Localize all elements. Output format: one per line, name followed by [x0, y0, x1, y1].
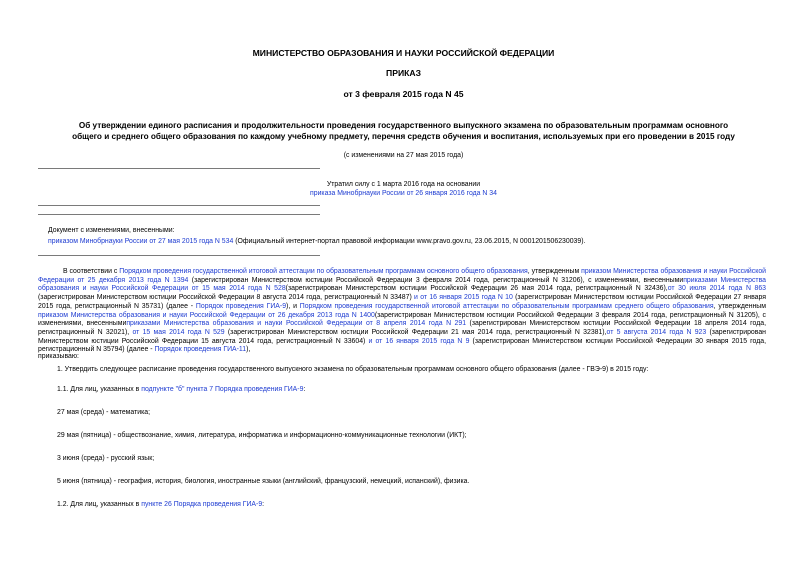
preamble-text: (зарегистрирован Министерством юстиции Российской Федерации 30 января 2015 года, регистрационный N 35794) (далее - [38, 337, 766, 354]
repeal-status-text: Утратил силу с 1 марта 2016 года на основании [326, 181, 481, 188]
document-title [40, 120, 767, 142]
amended-by-label: Документ с изменениями, внесенными: [48, 227, 175, 234]
title-line-2: общего и среднего общего образования по каждому учебному предмету, перечня средств обучения и воспитания, используемых при его проведении в 2015 году [72, 132, 735, 141]
preamble-text: (зарегистрирован Министерством юстиции Российской Федерации 21 мая 2014 года, регистрационный N 32381), [224, 328, 607, 336]
order-9-link[interactable]: и от 16 января 2015 года N 9 [368, 337, 470, 345]
item-1-1-text [57, 386, 305, 395]
preamble-text: (зарегистрирован Министерством юстиции Российской Федерации 18 апреля 2014 года, регистрационный N 32021), [38, 320, 766, 336]
order-923-link[interactable]: от 5 августа 2014 года N 923 [606, 328, 707, 336]
doc-date-heading: от 3 февраля 2015 года N 45 [343, 89, 464, 99]
item-1-text: 1. Утвердить следующее расписание проведения государственного выпускного экзамена по образовательным программам основного общего образования (далее - ГВЭ-9) в 2015 году: [57, 366, 649, 373]
amendments-note: (с изменениями на 27 мая 2015 года) [343, 152, 464, 159]
gia9-short-link[interactable]: Порядок проведения ГИА-9 [195, 302, 287, 310]
doc-type-heading: ПРИКАЗ [386, 68, 421, 78]
preamble-text: (зарегистрирован Министерством юстиции Российской Федерации 27 января 2015 года, регистрационный N 35731) (далее - [38, 294, 766, 310]
item-1-2-suffix: : [262, 501, 265, 508]
schedule-item: 29 мая (пятница) - обществознание, химия, литература, информатика и информационно-коммуникационные технологии (ИКТ); [57, 432, 467, 439]
preamble-paragraph [38, 268, 766, 355]
gia9-procedure-link[interactable]: Порядком проведения государственной итоговой аттестации по образовательным программам основного общего образования [119, 268, 528, 275]
order-291-link[interactable]: приказами Министерства образования и науки Российской Федерации от 8 апреля 2014 года N 291 [126, 320, 467, 328]
divider [38, 168, 320, 169]
preamble-text: , утвержденным [713, 302, 766, 310]
order-10-link[interactable]: и от 16 января 2015 года N 10 [414, 294, 513, 302]
ministry-heading: МИНИСТЕРСТВО ОБРАЗОВАНИЯ И НАУКИ РОССИЙСКОЙ ФЕДЕРАЦИИ [252, 48, 555, 58]
prikazyvayu-text: приказываю: [38, 353, 79, 360]
preamble-text: (зарегистрирован Министерством юстиции Российской Федерации 3 февраля 2014 года, регистрационный N 31205), с изменениями, внесенными [38, 311, 766, 328]
item-1-2-text [57, 501, 264, 510]
amended-by-line [48, 238, 585, 247]
preamble-text: В соответствии с [63, 268, 120, 275]
item-1-2-prefix: 1.2. Для лиц, указанных в [57, 501, 142, 508]
divider [38, 214, 320, 215]
repeal-order-link[interactable]: приказа Минобрнауки России от 26 января 2016 года N 34 [310, 190, 497, 197]
divider [38, 255, 320, 256]
order-1394-link[interactable]: приказом Министерства образования и науки Российской Федерации от 25 декабря 2013 года N 1394 [38, 268, 766, 284]
item-1-1-suffix: : [303, 386, 306, 393]
item-1-1-link[interactable]: подпункте "б" пункта 7 Порядка проведения ГИА-9 [141, 386, 304, 393]
gia11-procedure-link[interactable]: Порядком проведения государственной итоговой аттестации по образовательным программам среднего общего образования [299, 302, 714, 310]
item-1-1-prefix: 1.1. Для лиц, указанных в [57, 386, 142, 393]
item-1-2-link[interactable]: пункте 26 Порядка проведения ГИА-9 [141, 501, 263, 508]
schedule-item: 27 мая (среда) - математика; [57, 409, 150, 416]
preamble-text: (зарегистрирован Министерством юстиции Российской Федерации 3 февраля 2014 года, регистрационный N 31206), с изменениями, внесенными [188, 276, 684, 284]
schedule-item: 5 июня (пятница) - география, история, биология, иностранные языки (английский, французский, немецкий, испанский), физика. [57, 478, 470, 485]
preamble-text: ), [246, 346, 251, 354]
preamble-text: (зарегистрирован Министерством юстиции Российской Федерации 8 августа 2014 года, регистрационный N 33487) [38, 294, 415, 302]
schedule-item: 3 июня (среда) - русский язык; [57, 455, 155, 462]
preamble-text: ), и [286, 302, 300, 310]
order-1400-link[interactable]: приказом Министерства образования и науки Российской Федерации от 26 декабря 2013 года N 1400 [38, 311, 375, 319]
divider [38, 205, 320, 206]
amending-order-source: (Официальный интернет-портал правовой информации www.pravo.gov.ru, 23.06.2015, N 0001201506230039). [233, 238, 586, 245]
order-529-link[interactable]: от 15 мая 2014 года N 529 [132, 328, 225, 336]
gia11-short-link[interactable]: Порядок проведения ГИА-11 [154, 346, 247, 354]
title-line-1: Об утверждении единого расписания и продолжительности проведения государственного выпускного экзамена по образовательным программам основного [78, 121, 729, 130]
preamble-text: , утвержденным [527, 268, 582, 275]
amending-order-link[interactable]: приказом Минобрнауки России от 27 мая 2015 года N 534 [48, 238, 234, 245]
preamble-text: (зарегистрирован Министерством юстиции Российской Федерации 15 августа 2014 года, регистрационный N 33604) [38, 328, 766, 345]
preamble-text: (зарегистрирован Министерством юстиции Российской Федерации 26 мая 2014 года, регистрационный N 32436), [285, 285, 668, 293]
order-528-link[interactable]: приказами Министерства образования и науки Российской Федерации от 15 мая 2014 года N 528 [38, 276, 766, 293]
order-863-link[interactable]: от 30 июля 2014 года N 863 [667, 285, 766, 293]
